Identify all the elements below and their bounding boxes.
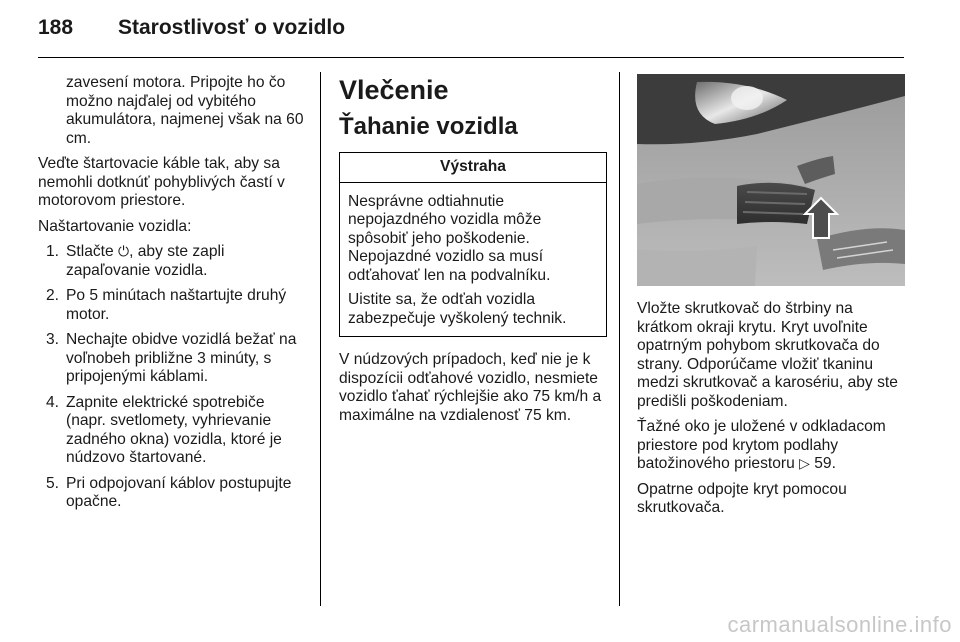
cable-routing-paragraph: Veďte štartovacie káble tak, aby sa nemohli dotknúť pohyblivých častí v motorovom priestore. (38, 155, 285, 209)
start-steps-list (38, 243, 306, 512)
emergency-towing-paragraph: V núdzových prípadoch, keď nie je k dispozícii odťahové vozidlo, nesmiete vozidlo ťahať rýchlejšie ako 75 km/h a maximálne na vzdialenosť 75 km. (339, 351, 602, 424)
warning-body (340, 183, 606, 337)
detach-cover-paragraph: Opatrne odpojte kryt pomocou skrutkovača. (637, 480, 847, 516)
step-number: 5. (46, 474, 60, 492)
header-rule (38, 57, 904, 58)
chapter-title: Starostlivosť o vozidlo (118, 16, 346, 39)
step-text: Nechajte obidve vozidlá bežať na voľnobeh približne 3 minúty, s pripojenými káblami. (66, 331, 297, 385)
column-2 (339, 74, 607, 432)
column-divider-left (320, 72, 321, 606)
section-heading: Vlečenie (339, 75, 449, 105)
step-number: 1. (46, 243, 60, 260)
step-text: , aby ste zapli zapaľovanie vozidla. (66, 243, 225, 279)
step-text: Stlačte (66, 243, 119, 260)
page-reference: 59. (809, 455, 836, 472)
continued-text: zavesení motora. Pripojte ho čo možno najďalej od vybitého akumulátora, najmenej však na 60 cm. (66, 74, 304, 147)
step-text: Po 5 minútach naštartujte druhý motor. (66, 287, 287, 323)
step-number: 2. (46, 287, 60, 304)
list-item (38, 394, 306, 468)
towing-eye-text: Ťažné oko je uložené v odkladacom priestore pod krytom podlahy batožinového priestoru (637, 418, 886, 472)
column-3 (637, 74, 905, 525)
page-header (38, 16, 904, 60)
column-divider-right (619, 72, 620, 606)
start-vehicle-label: Naštartovanie vozidla: (38, 217, 192, 235)
column-1 (38, 74, 306, 519)
subsection-heading: Ťahanie vozidla (339, 113, 518, 140)
bumper-cover-photo (637, 74, 905, 286)
warning-paragraph: Nesprávne odtiahnutie nepojazdného vozidla môže spôsobiť jeho poškodenie. Nepojazdné vozidlo sa musí odťahovať len na podvalníku. (348, 192, 551, 284)
warning-box (339, 152, 607, 337)
step-number: 3. (46, 331, 60, 348)
towing-eye-paragraph (637, 418, 905, 474)
remove-cover-paragraph: Vložte skrutkovač do štrbiny na krátkom okraji krytu. Kryt uvoľnite opatrným pohybom skrutkovača do strany. Odporúčame vložiť tkaninu medzi skrutkovač a karosériu, aby ste predišli poškodeniam. (637, 300, 898, 410)
power-icon: ⏻ (118, 244, 130, 260)
list-item (38, 243, 306, 280)
page-number: 188 (38, 16, 74, 39)
list-item (38, 475, 306, 512)
warning-title: Výstraha (340, 153, 606, 183)
step-text: Pri odpojovaní káblov postupujte opačne. (66, 474, 292, 510)
list-item (38, 331, 306, 387)
watermark: carmanualsonline.info (727, 612, 952, 637)
list-item (38, 287, 306, 324)
warning-paragraph: Uistite sa, že odťah vozidla zabezpečuje vyškolený technik. (348, 291, 567, 327)
reference-arrow-icon: ▷ (799, 456, 810, 472)
step-text: Zapnite elektrické spotrebiče (napr. svetlomety, vyhrievanie zadného okna) vozidla, ktoré je núdzovo štartované. (66, 393, 282, 466)
bumper-photo-illustration (637, 74, 905, 286)
step-number: 4. (46, 393, 60, 411)
